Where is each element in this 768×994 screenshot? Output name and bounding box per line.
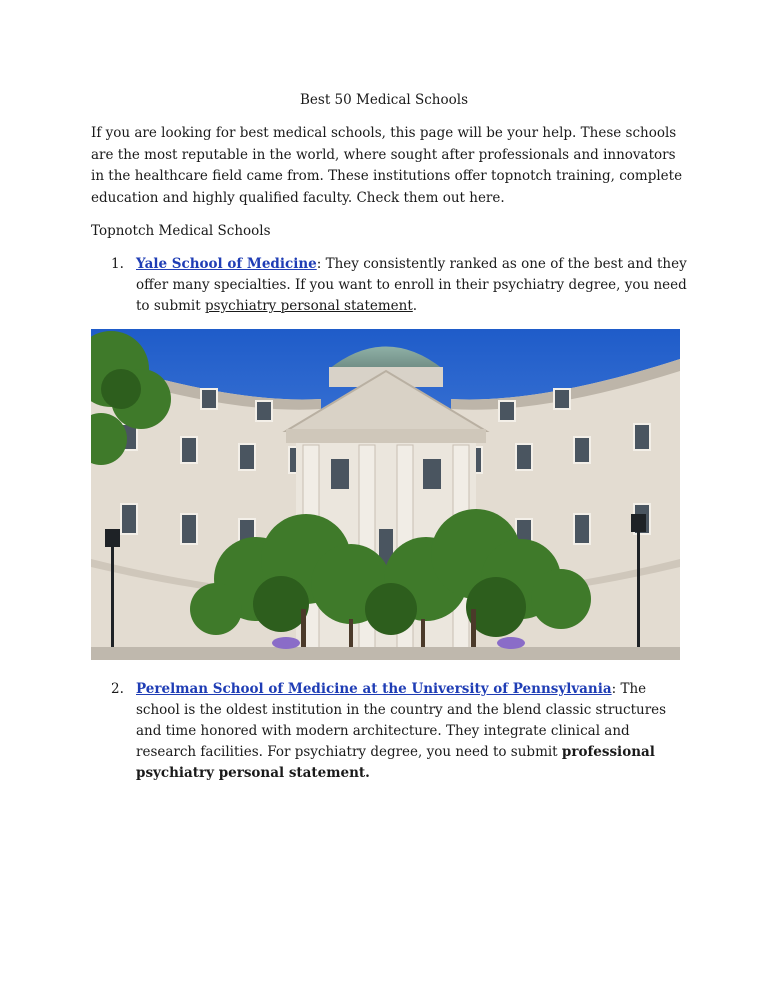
list-number: 1. <box>111 256 124 272</box>
psychiatry-statement-link[interactable]: psychiatry personal statement <box>204 298 413 314</box>
bold-statement-text: professional psychiatry personal statement. <box>136 744 655 781</box>
item-text: : They consistently ranked as one of the best and they offer many specialties. If you want to enroll in their psychiatry degree, you need to submit <box>136 256 687 314</box>
list-item-yale <box>91 254 691 317</box>
section-heading: Topnotch Medical Schools <box>91 223 271 239</box>
list-item-body <box>136 679 691 784</box>
page-title: Best 50 Medical Schools <box>299 92 469 108</box>
yale-building-photo <box>91 329 680 660</box>
list-number: 2. <box>111 681 124 697</box>
item-text: : The school is the oldest institution in the country and the blend classic structures and time honored with modern architecture. They integrate clinical and research facilities. For psychiatry degree, you need to submit <box>136 681 667 760</box>
list-item-perelman <box>91 679 691 784</box>
item-text-end: . <box>412 298 418 314</box>
yale-school-link[interactable]: Yale School of Medicine <box>136 256 317 272</box>
list-item-body <box>136 254 691 317</box>
intro-paragraph: If you are looking for best medical schools, this page will be your help. These schools are the most reputable in the world, where sought after professionals and innovators in the healthcare field came from. These institutions offer topnotch training, complete education and highly qualified faculty. Check them out here. <box>91 125 683 206</box>
perelman-school-link[interactable]: Perelman School of Medicine at the University of Pennsylvania <box>136 681 612 697</box>
